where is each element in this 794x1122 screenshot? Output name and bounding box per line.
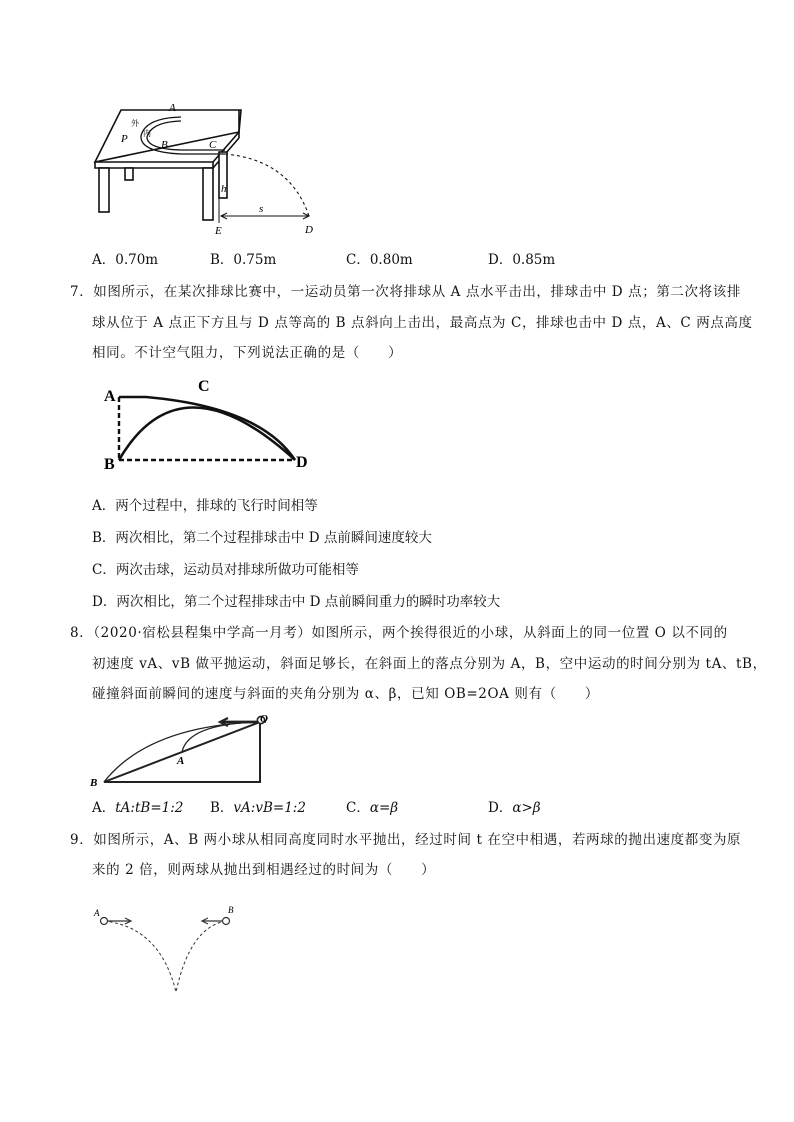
q6-label-e: E [215, 225, 222, 237]
q6-option-d: D．0.85m [488, 252, 556, 268]
q7-option-c: C．两次击球，运动员对排球所做功可能相等 [92, 562, 359, 578]
q7-option-d: D．两次相比，第二个过程排球击中 D 点前瞬间重力的瞬时功率较大 [92, 594, 501, 610]
q6-label-c: C [209, 139, 217, 151]
q7-label-b: B [104, 456, 115, 470]
q6-label-outer: 外 [131, 119, 139, 128]
q6-label-h: h [221, 183, 227, 195]
q9-label-a: A [94, 908, 100, 918]
q7-volleyball-figure [100, 375, 325, 470]
q8-incline-figure [88, 712, 278, 788]
q7-label-d: D [296, 454, 308, 470]
q7-label-a: A [104, 388, 116, 405]
q9-stem-line1: 9．如图所示，A、B 两小球从相同高度同时水平抛出，经过时间 t 在空中相遇，若两球的抛出速度都变为原 [70, 832, 742, 848]
q8-option-d: D．α>β [488, 800, 541, 816]
q6-option-c: C．0.80m [346, 252, 413, 268]
q7-label-c: C [198, 378, 210, 395]
q6-option-a: A．0.70m [92, 252, 159, 268]
q7-stem-line1: 7．如图所示，在某次排球比赛中，一运动员第一次将排球从 A 点水平击出，排球击中 D 点；第二次将该排 [70, 284, 741, 300]
q7-option-b: B．两次相比，第二个过程排球击中 D 点前瞬间速度较大 [92, 530, 432, 546]
q6-label-inner: 内 [143, 129, 151, 138]
q6-label-s: s [259, 203, 264, 215]
q8-label-b: B [90, 777, 98, 788]
q9-two-balls-figure [90, 902, 250, 997]
q6-table-figure [85, 98, 335, 238]
q6-label-a: A [169, 102, 176, 114]
q6-option-b: B．0.75m [210, 252, 277, 268]
q8-option-a: A．tA:tB=1:2 [92, 800, 184, 816]
q8-label-a: A [177, 755, 185, 767]
q7-stem-line2: 球从位于 A 点正下方且与 D 点等高的 B 点斜向上击出，最高点为 C，排球也击中 D 点，A、C 两点高度 [92, 315, 753, 331]
q9-stem-line2: 来的 2 倍，则两球从抛出到相遇经过的时间为（ ） [92, 862, 436, 878]
q8-option-c: C．α=β [346, 800, 399, 816]
q8-stem-line3: 碰撞斜面前瞬间的速度与斜面的夹角分别为 α、β，已知 OB=2OA 则有（ ） [92, 686, 599, 702]
q8-stem-line1: 8．（2020·宿松县程集中学高一月考）如图所示，两个挨得很近的小球，从斜面上的同一位置 O 以不同的 [70, 625, 728, 641]
q6-label-d: D [305, 224, 313, 236]
q7-stem-line3: 相同。不计空气阻力，下列说法正确的是（ ） [92, 345, 403, 361]
q8-stem-line2: 初速度 vA、vB 做平抛运动，斜面足够长，在斜面上的落点分别为 A，B，空中运动的时间分别为 tA、tB， [92, 656, 767, 672]
q6-label-b: B [161, 139, 168, 151]
q9-label-b: B [228, 905, 234, 915]
q7-option-a: A．两个过程中，排球的飞行时间相等 [92, 498, 318, 514]
q8-option-b: B．vA:vB=1:2 [210, 800, 306, 816]
q8-label-o: O [260, 713, 268, 725]
q6-label-p: P [121, 133, 128, 145]
